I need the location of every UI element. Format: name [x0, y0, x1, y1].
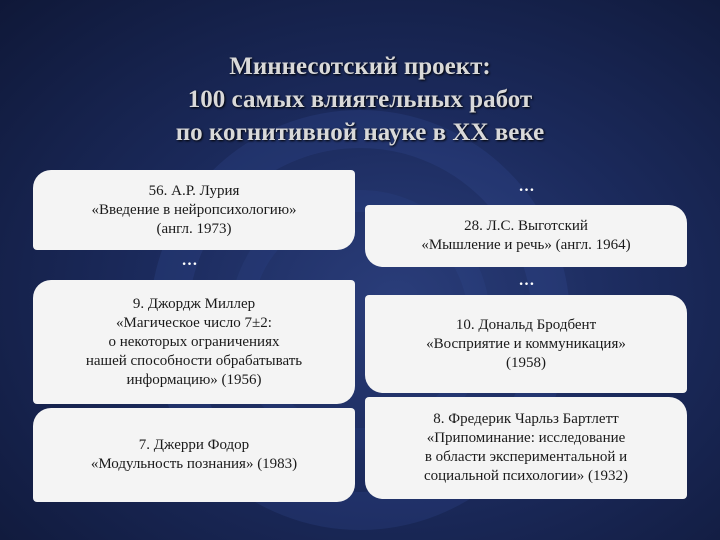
card-broadbent [365, 295, 687, 393]
card-line: нашей способности обрабатывать [85, 352, 303, 369]
card-line: в области экспериментальной и [424, 449, 628, 465]
card-line: 10. Дональд Бродбент [455, 316, 597, 333]
card-line: (1958) [506, 354, 546, 371]
card-line: о некоторых ограничениях [108, 333, 280, 350]
ellipsis-right-mid: … [518, 272, 536, 289]
card-luria [33, 170, 355, 250]
card-line: социальной психологии» (1932) [423, 468, 628, 484]
card-miller [33, 280, 355, 404]
title-line-2: 100 самых влиятельных работ [187, 86, 533, 113]
card-line: «Припоминание: исследование [426, 430, 626, 446]
card-line: (англ. 1973) [156, 220, 232, 237]
page-title [0, 50, 720, 149]
card-line: «Мышление и речь» (англ. 1964) [421, 237, 631, 253]
card-vygotsky [365, 205, 687, 267]
ellipsis-left: … [181, 252, 199, 269]
card-line: «Восприятие и коммуникация» [426, 335, 626, 352]
card-line: «Введение в нейропсихологию» [91, 201, 297, 218]
card-line: информацию» (1956) [126, 371, 262, 388]
card-line: «Модульность познания» (1983) [90, 456, 298, 472]
title-line-3: по когнитивной науке в XX веке [175, 119, 545, 146]
card-line: 28. Л.С. Выготский [464, 218, 588, 234]
card-line: 7. Джерри Фодор [138, 437, 250, 453]
card-line: 8. Фредерик Чарльз Бартлетт [433, 411, 619, 427]
ellipsis-right-top: … [518, 178, 536, 195]
card-bartlett [365, 397, 687, 499]
card-line: 9. Джордж Миллер [132, 295, 256, 312]
card-line: «Магическое число 7±2: [116, 314, 272, 331]
title-line-1: Миннесотский проект: [229, 53, 491, 80]
card-line: 56. А.Р. Лурия [148, 182, 240, 199]
card-fodor [33, 408, 355, 502]
